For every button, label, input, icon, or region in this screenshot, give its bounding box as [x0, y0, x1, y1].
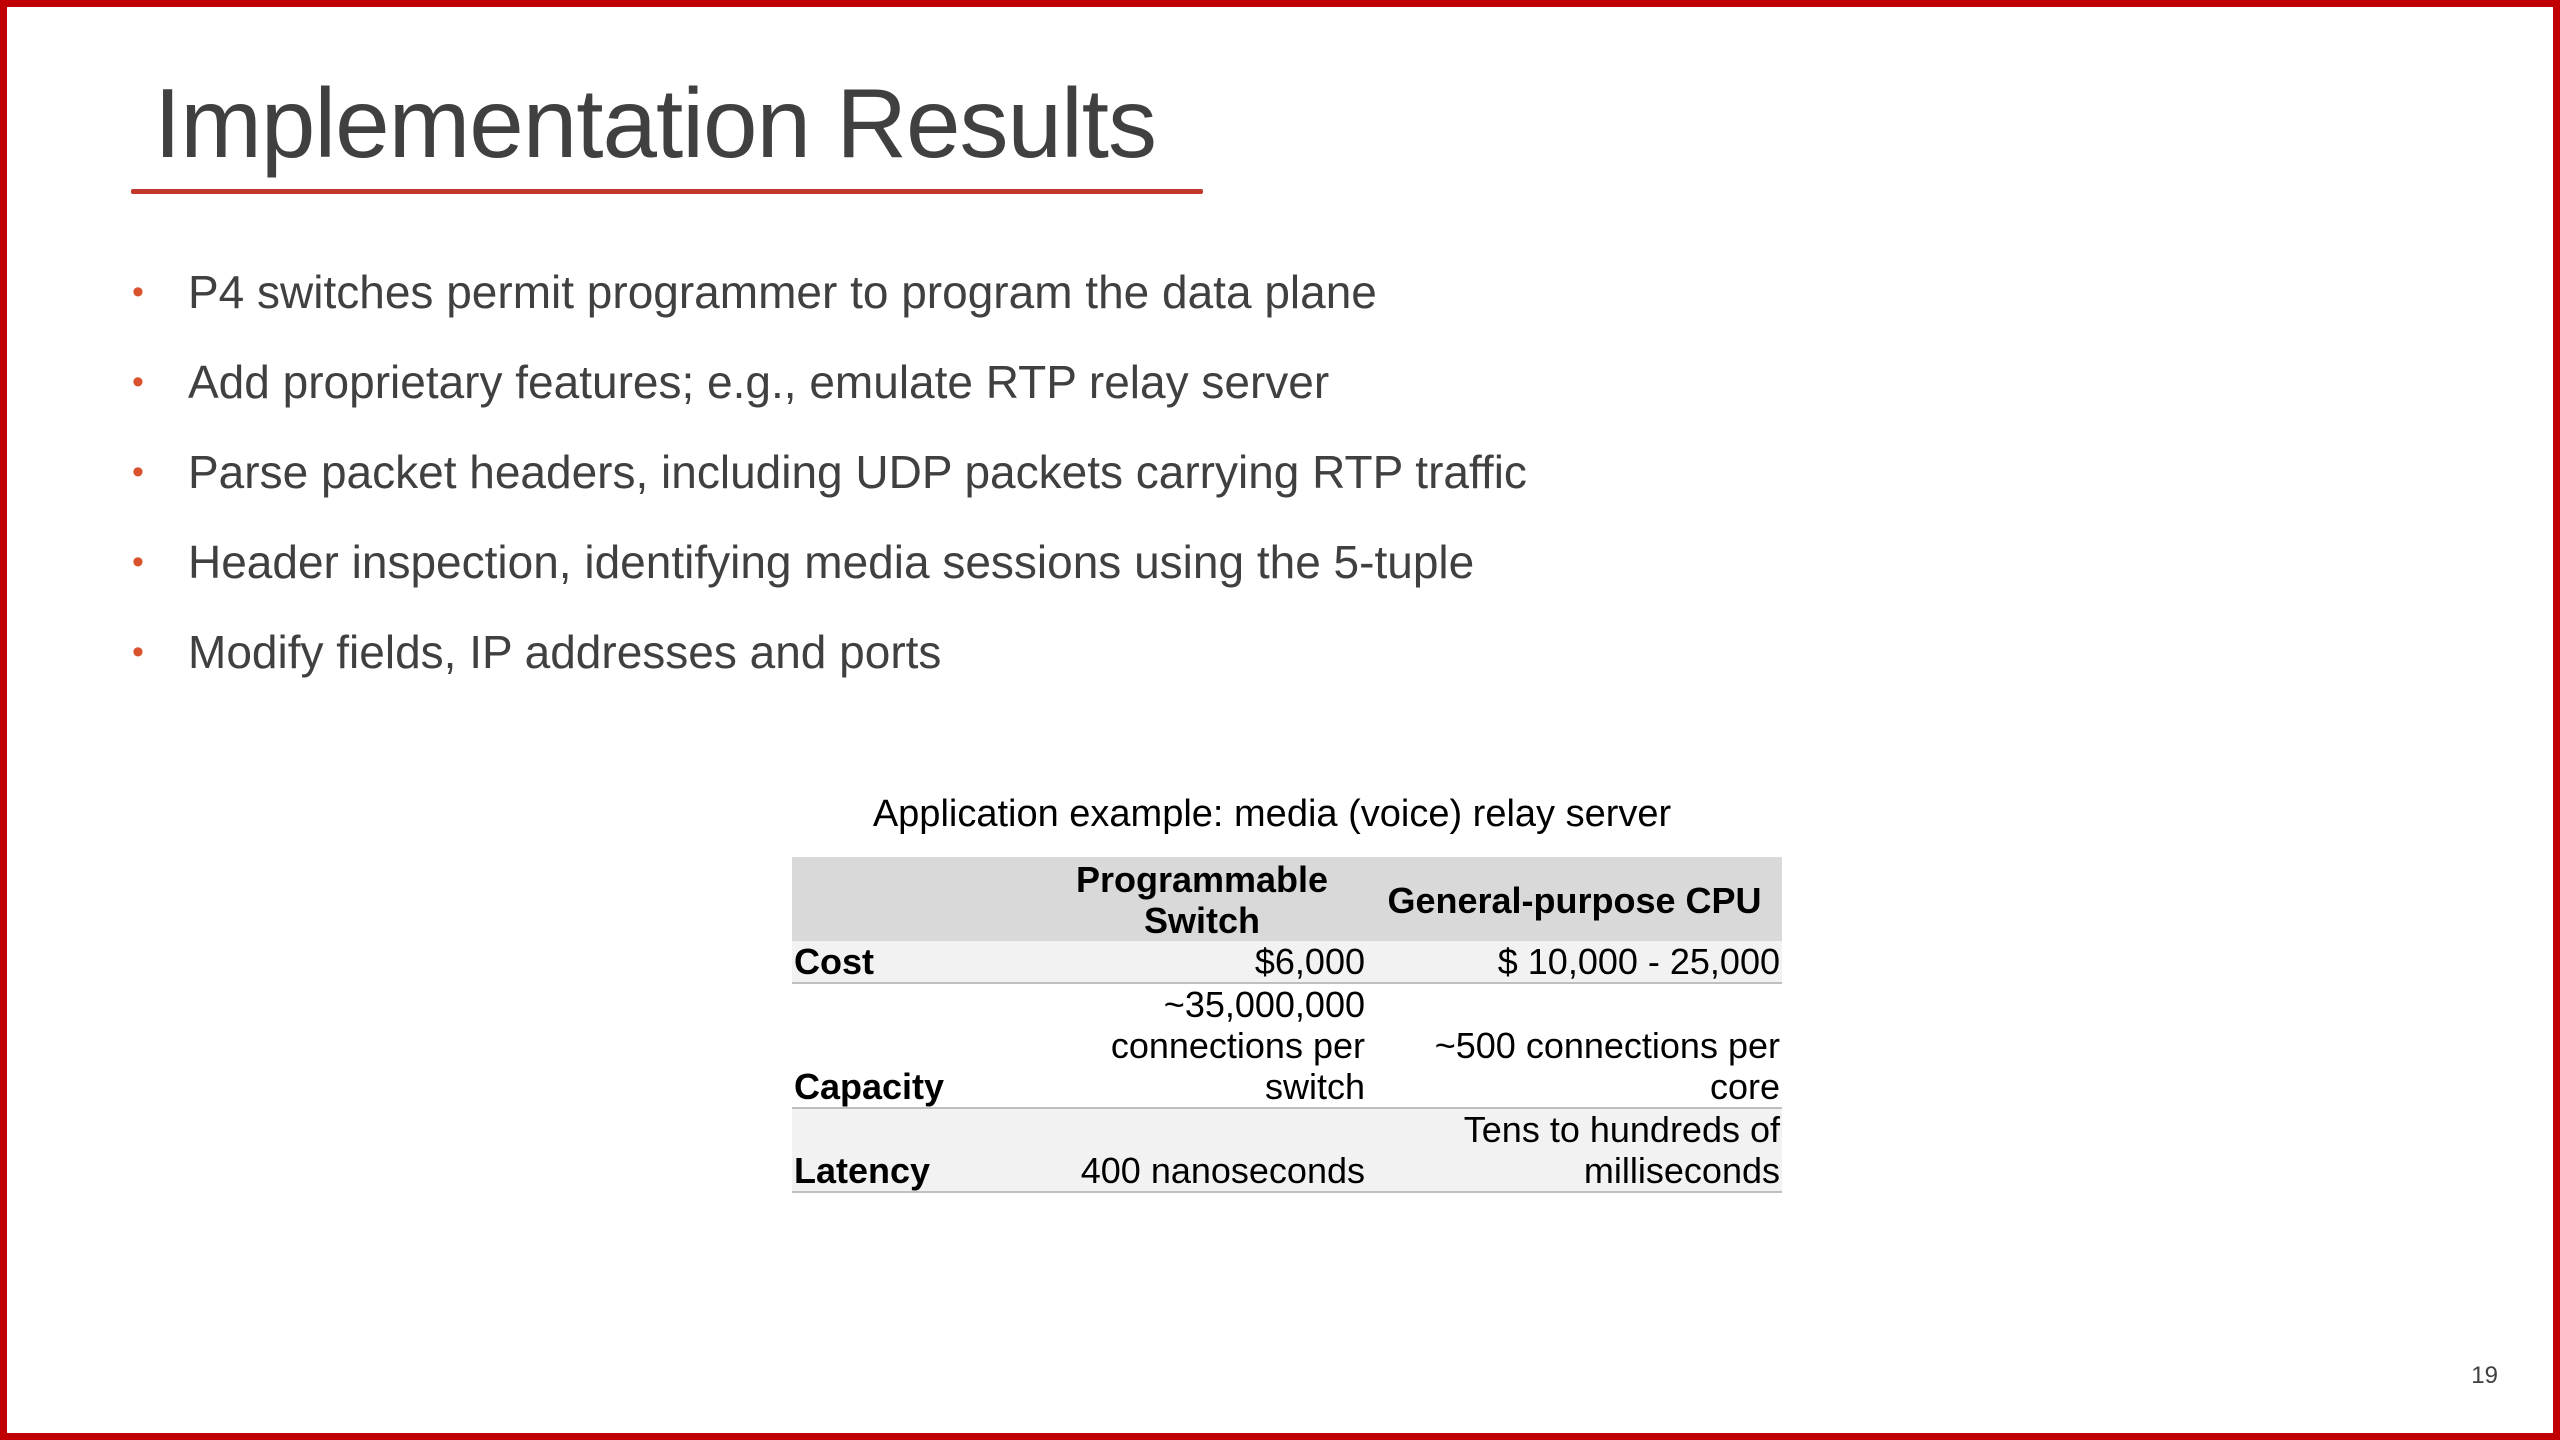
switch-value: ~35,000,000 connections per switch [1037, 983, 1367, 1108]
cpu-value: Tens to hundreds of milliseconds [1367, 1108, 1782, 1192]
slide-title: Implementation Results [154, 68, 1157, 178]
bullet-item [132, 607, 1527, 697]
header-empty-cell [792, 857, 1037, 941]
switch-value: 400 nanoseconds [1037, 1108, 1367, 1192]
cpu-value: $ 10,000 - 25,000 [1367, 941, 1782, 983]
bullet-list [132, 247, 1527, 697]
row-label: Latency [792, 1108, 1037, 1192]
header-general-purpose-cpu: General-purpose CPU [1367, 857, 1782, 941]
cpu-value: ~500 connections per core [1367, 983, 1782, 1108]
table-row [792, 983, 1782, 1108]
bullet-dot-icon: • [132, 452, 144, 491]
row-label: Cost [792, 941, 1037, 983]
header-programmable-switch: Programmable Switch [1037, 857, 1367, 941]
bullet-item [132, 247, 1527, 337]
bullet-text: Modify fields, IP addresses and ports [188, 626, 942, 678]
table-row [792, 941, 1782, 983]
page-number: 19 [2471, 1362, 2498, 1389]
bullet-item [132, 427, 1527, 517]
comparison-table [792, 857, 1782, 1193]
bullet-text: Parse packet headers, including UDP packets carrying RTP traffic [188, 446, 1527, 498]
bullet-text: P4 switches permit programmer to program the data plane [188, 266, 1377, 318]
bullet-dot-icon: • [132, 542, 144, 581]
table-caption: Application example: media (voice) relay server [872, 793, 1672, 835]
bullet-dot-icon: • [132, 632, 144, 671]
bullet-dot-icon: • [132, 272, 144, 311]
row-label: Capacity [792, 983, 1037, 1108]
bullet-text: Add proprietary features; e.g., emulate RTP relay server [188, 356, 1330, 408]
bullet-text: Header inspection, identifying media sessions using the 5-tuple [188, 536, 1475, 588]
table-header-row [792, 857, 1782, 941]
table-row [792, 1108, 1782, 1192]
bullet-item [132, 337, 1527, 427]
bullet-item [132, 517, 1527, 607]
title-underline [131, 189, 1203, 194]
switch-value: $6,000 [1037, 941, 1367, 983]
bullet-dot-icon: • [132, 362, 144, 401]
